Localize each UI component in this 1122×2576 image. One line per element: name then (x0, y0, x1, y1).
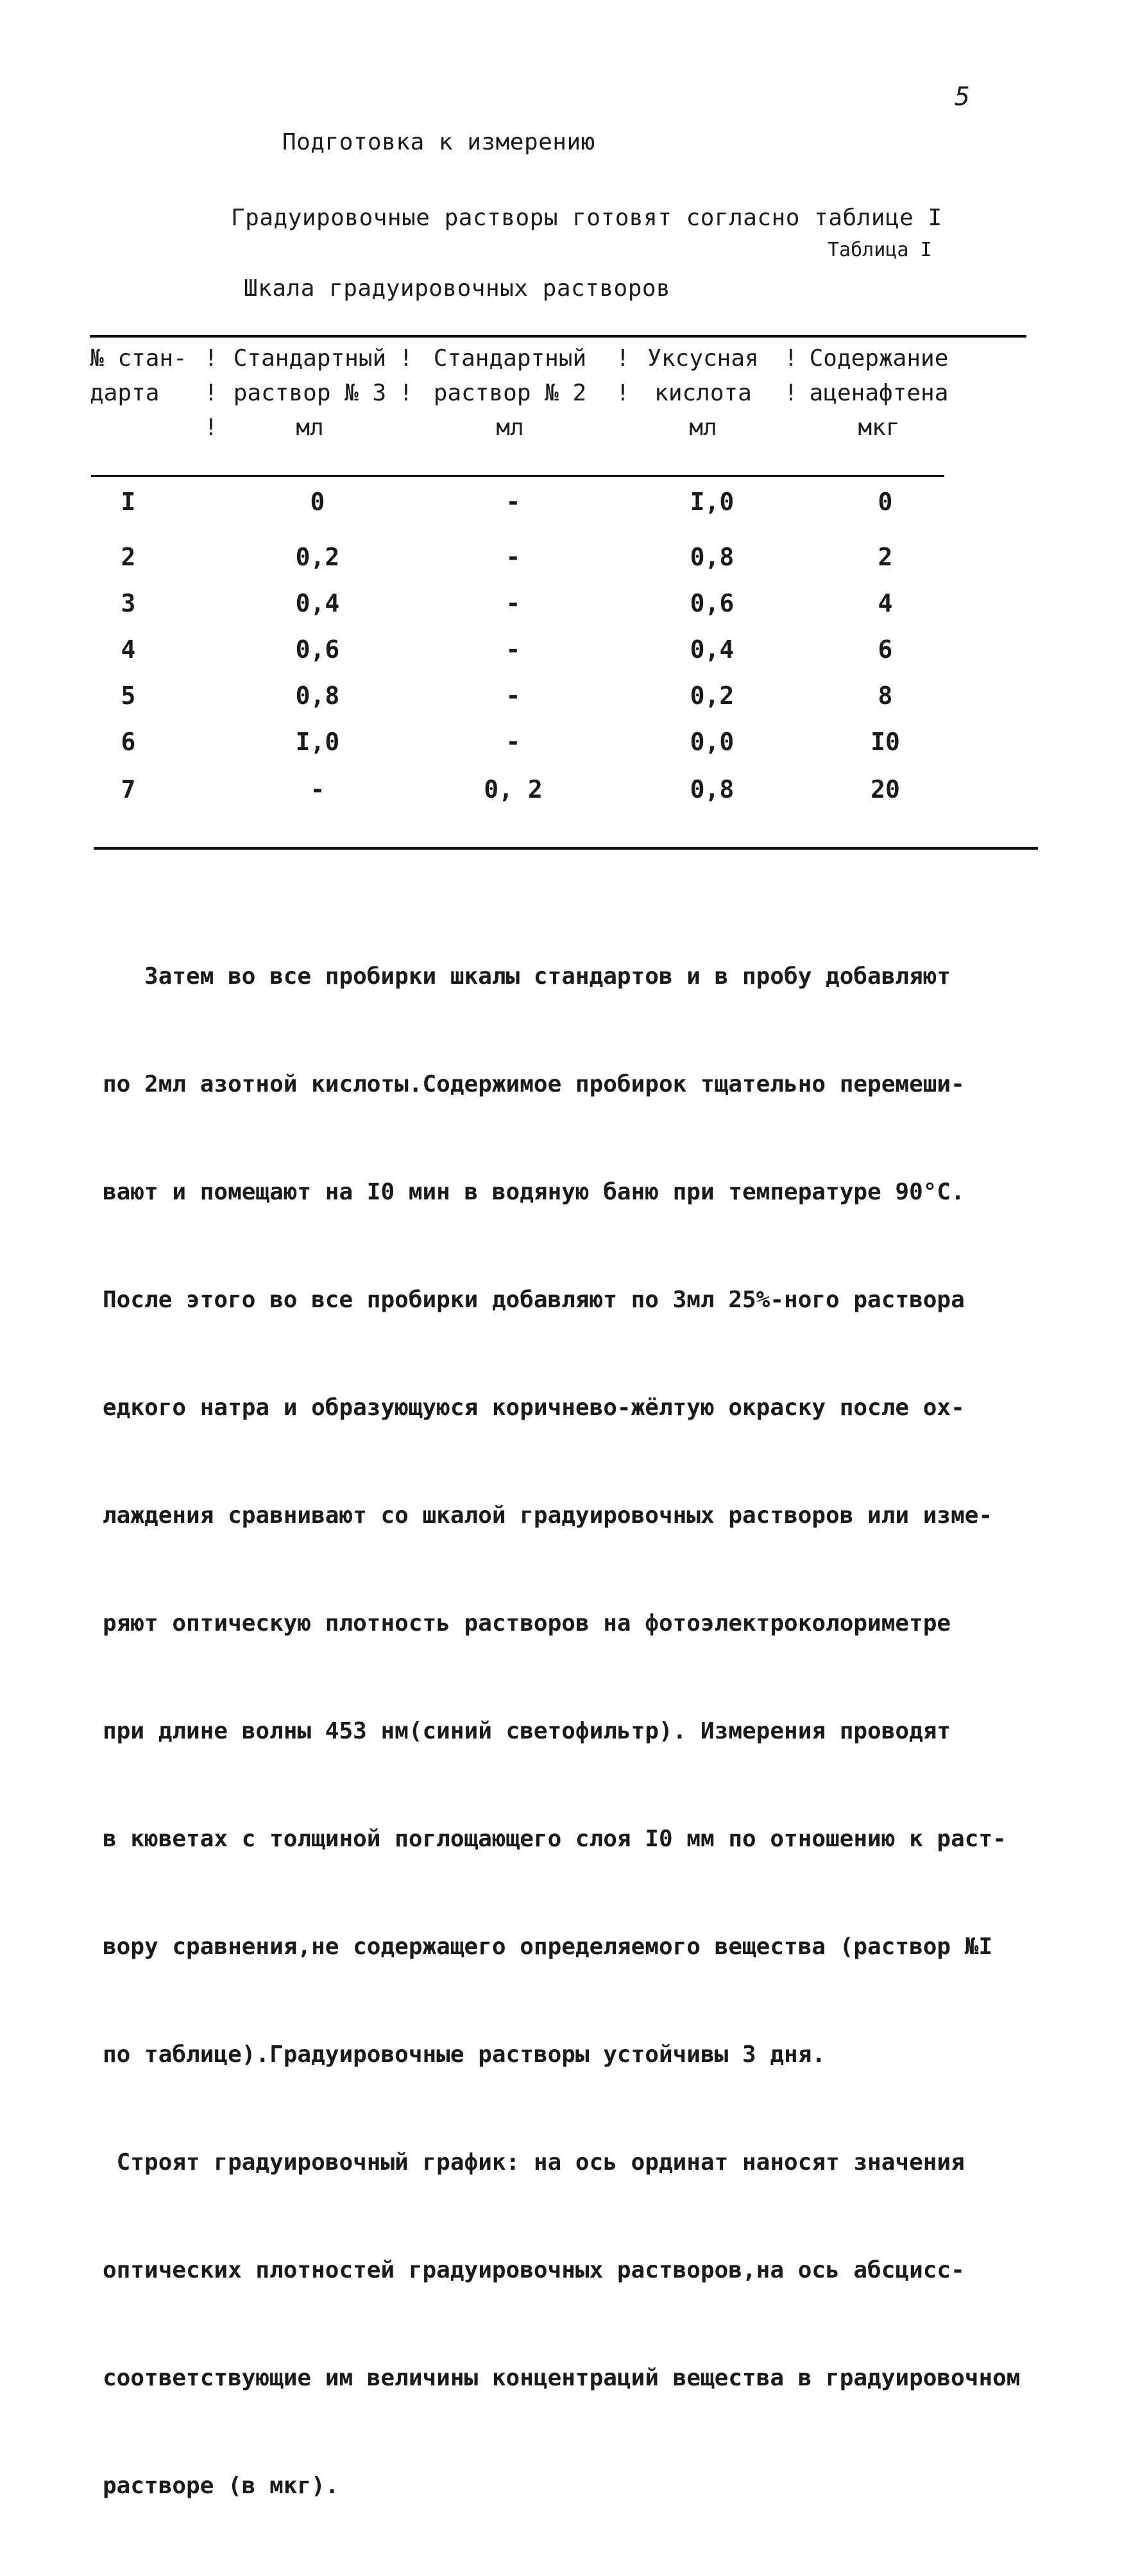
procedure-line: Затем во все пробирки шкалы стандартов и в пробу добавляют (103, 963, 951, 990)
table-bottom-rule (94, 847, 1038, 850)
procedure-line: соответствующие им величины концентраций вещества в градуировочном (103, 2365, 1021, 2391)
table-title: Шкала градуировочных растворов (244, 275, 671, 302)
procedure-line: едкого натра и образующуюся коричнево-жёлтую окраску после ох- (103, 1395, 965, 1421)
table-row: 3 0,4 - 0,6 4 (121, 589, 893, 617)
procedure-line: Строят градуировочный график: на ось ординат наносят значения (103, 2149, 965, 2176)
procedure-line: вору сравнения,не содержащего определяемого вещества (раствор №I (103, 1934, 993, 1960)
table-top-rule (90, 335, 1026, 338)
procedure-line: по 2мл азотной кислоты.Содержимое пробирок тщательно перемеши- (103, 1071, 965, 1097)
table-row: 6 I,0 - 0,0 I0 (121, 728, 900, 756)
table-header-acetic-acid: Уксусная кислота мл (647, 345, 759, 441)
procedure-line: при длине волны 453 нм(синий светофильтр). Измерения проводят (103, 1718, 951, 1744)
procedure-line: вают и помещают на I0 мин в водяную баню при температуре 90°С. (103, 1179, 965, 1205)
procedure-line: ряют оптическую плотность растворов на фотоэлектроколориметре (103, 1610, 951, 1636)
table-column-separator: ! ! (399, 345, 413, 406)
procedure-line: по таблице).Градуировочные растворы устойчивы 3 дня. (103, 2041, 826, 2068)
table-column-separator: ! ! ! (204, 345, 218, 441)
table-row: 4 0,6 - 0,4 6 (121, 635, 893, 664)
table-column-separator: ! ! (784, 345, 798, 406)
section-heading: Подготовка к измерению (282, 129, 595, 155)
table-header-rule (91, 475, 944, 477)
table-header-standard-solution-2: Стандартный раствор № 2 мл (433, 345, 587, 441)
table-header-standard-number: № стан- дарта (90, 345, 187, 406)
procedure-line: лаждения сравнивают со шкалой градуировочных растворов или изме- (103, 1502, 993, 1529)
table-row: 7 - 0, 2 0,8 20 (121, 775, 900, 803)
procedure-line: растворе (в мкг). (103, 2473, 339, 2499)
table-row: I 0 - I,0 0 (121, 488, 893, 516)
table-header-acenaphthene-content: Содержание аценафтена мкг (809, 345, 949, 441)
procedure-line: После этого во все пробирки добавляют по 3мл 25%-ного раствора (103, 1287, 965, 1313)
intro-sentence: Градуировочные растворы готовят согласно таблице I (231, 205, 942, 231)
table-row: 2 0,2 - 0,8 2 (121, 543, 893, 571)
table-row: 5 0,8 - 0,2 8 (121, 682, 893, 710)
page-number: 5 (955, 82, 971, 112)
table-label: Таблица I (828, 239, 932, 261)
procedure-line: в кюветах с толщиной поглощающего слоя I0 мм по отношению к раст- (103, 1826, 1007, 1852)
table-column-separator: ! ! (616, 345, 630, 406)
procedure-text (103, 887, 1021, 2576)
table-header-standard-solution-3: Стандартный раствор № 3 мл (233, 345, 387, 441)
procedure-line: оптических плотностей градуировочных растворов,на ось абсцисс- (103, 2257, 965, 2283)
